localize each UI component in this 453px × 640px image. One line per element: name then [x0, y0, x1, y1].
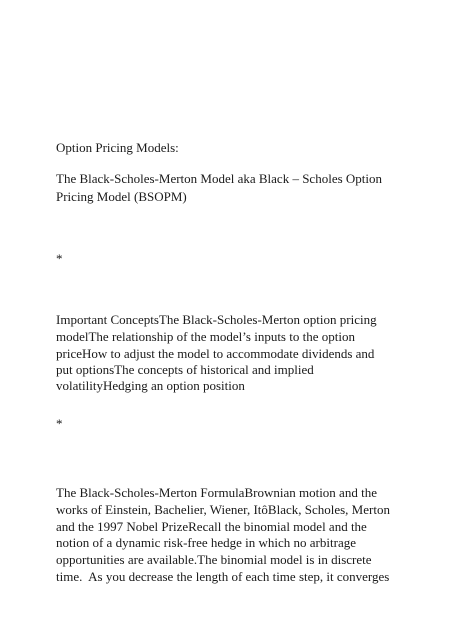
paragraph-line: modelThe relationship of the model’s inputs to the option	[56, 329, 355, 344]
separator-asterisk: *	[56, 251, 63, 266]
paragraph-line: opportunities are available.The binomial model is in discrete	[56, 552, 372, 567]
subtitle-line: Pricing Model (BSOPM)	[56, 189, 187, 204]
document-title: Option Pricing Models:	[56, 140, 179, 155]
paragraph-line: works of Einstein, Bachelier, Wiener, ItôBlack, Scholes, Merton	[56, 502, 390, 517]
paragraph-line: The Black-Scholes-Merton FormulaBrownian motion and the	[56, 485, 377, 500]
paragraph-line: Important ConceptsThe Black-Scholes-Merton option pricing	[56, 312, 377, 327]
subtitle-line: The Black-Scholes-Merton Model aka Black – Scholes Option	[56, 171, 383, 186]
paragraph-line: and the 1997 Nobel PrizeRecall the binomial model and the	[56, 519, 367, 534]
paragraph-line: put optionsThe concepts of historical and implied	[56, 362, 314, 377]
paragraph-line: time. As you decrease the length of each time step, it converges	[56, 569, 390, 584]
separator-asterisk: *	[56, 416, 63, 431]
paragraph-line: priceHow to adjust the model to accommodate dividends and	[56, 346, 375, 361]
paragraph-line: notion of a dynamic risk-free hedge in which no arbitrage	[56, 535, 356, 550]
paragraph-line: volatilityHedging an option position	[56, 378, 245, 393]
